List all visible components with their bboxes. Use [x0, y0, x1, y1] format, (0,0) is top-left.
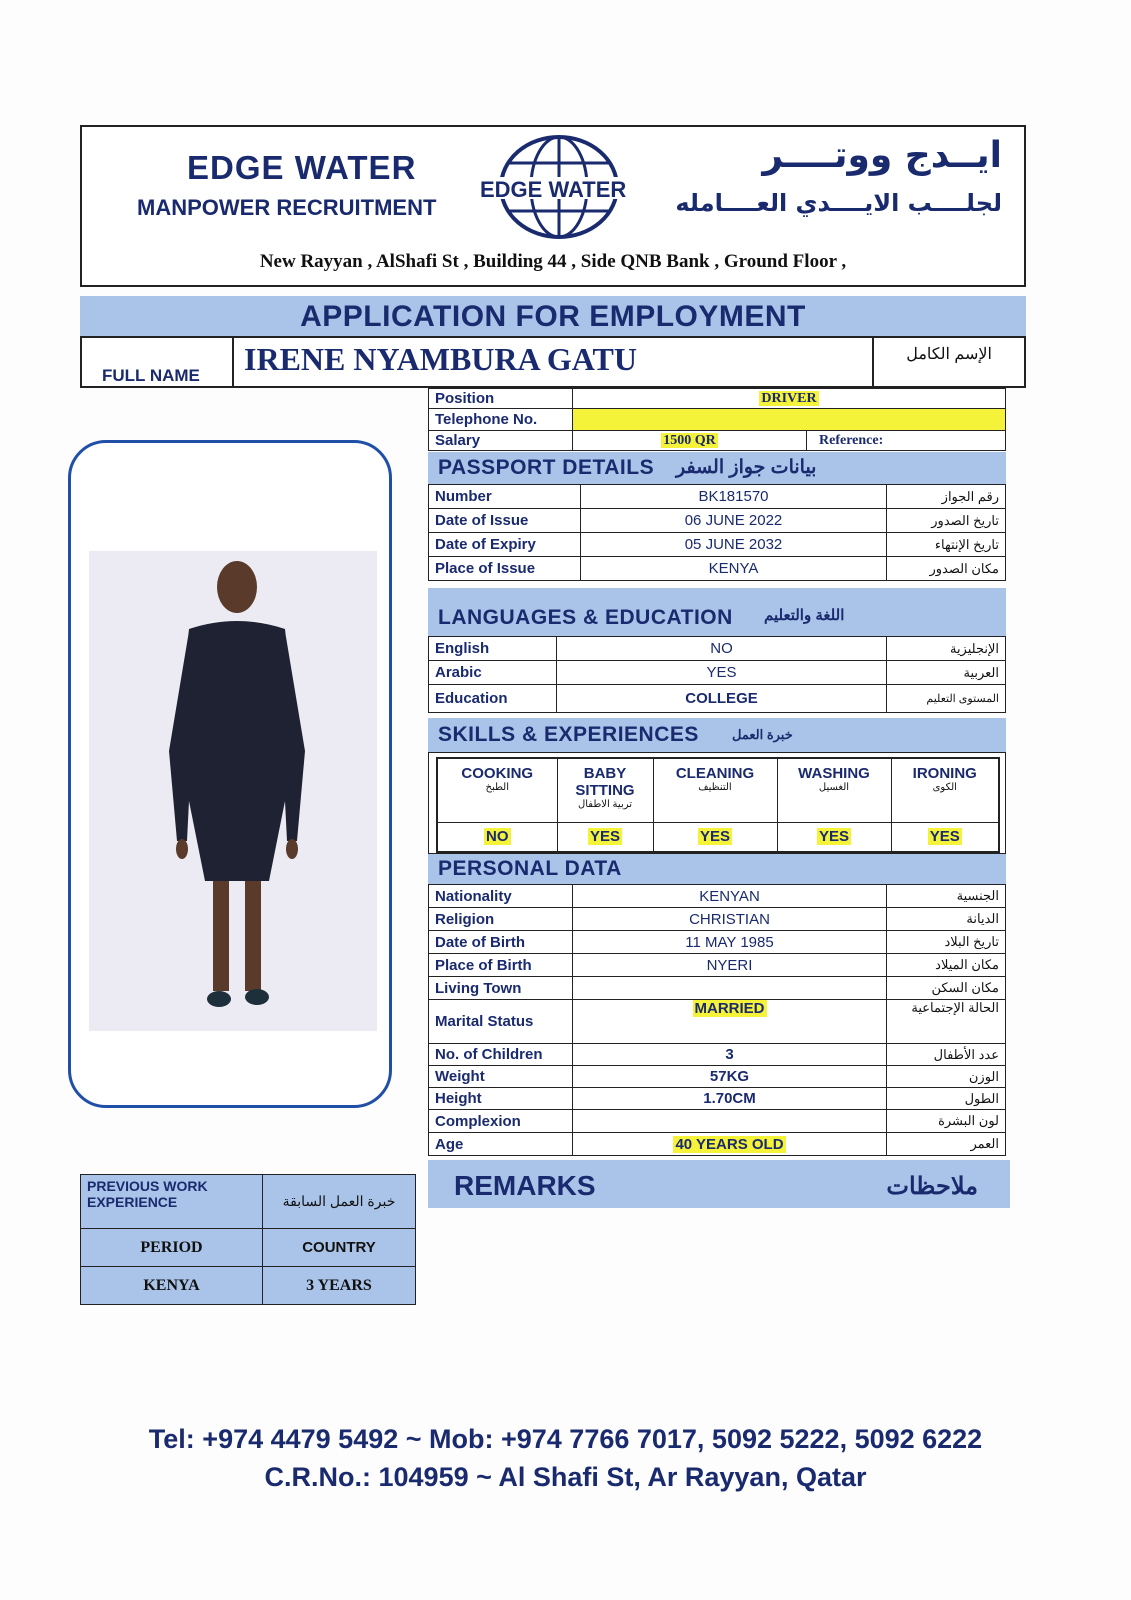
- table-row: [429, 885, 1006, 908]
- full-name-value: IRENE NYAMBURA GATU: [244, 341, 637, 377]
- skills-table: [436, 757, 1000, 853]
- issue-date-label: Date of Issue: [429, 509, 581, 533]
- skill-name-ar: الطبخ: [485, 782, 509, 793]
- dob-label-ar: تاريخ البلاد: [887, 931, 1006, 954]
- remarks-label: REMARKS: [454, 1170, 596, 1201]
- religion-value: CHRISTIAN: [573, 908, 887, 931]
- table-row: [429, 908, 1006, 931]
- table-row: [429, 685, 1006, 713]
- place-of-issue-label-ar: مكان الصدور: [887, 557, 1006, 581]
- full-name-label: FULL NAME: [102, 366, 200, 385]
- work-experience-title: PREVIOUS WORK EXPERIENCE: [81, 1175, 263, 1229]
- personal-title: PERSONAL DATA: [438, 857, 622, 880]
- issue-date-value: 06 JUNE 2022: [581, 509, 887, 533]
- table-row: [429, 1066, 1006, 1088]
- height-label-ar: الطول: [887, 1088, 1006, 1110]
- languages-title-ar: اللغة والتعليم: [764, 607, 845, 624]
- languages-table: [428, 636, 1006, 713]
- passport-title-ar: بيانات جواز السفر: [676, 457, 817, 478]
- form-title: APPLICATION FOR EMPLOYMENT: [300, 300, 806, 333]
- personal-header: [428, 854, 1006, 884]
- complexion-label-ar: لون البشرة: [887, 1110, 1006, 1133]
- skill-ironing: [891, 758, 999, 822]
- skill-name: IRONING: [912, 765, 977, 782]
- education-value: COLLEGE: [557, 685, 887, 713]
- passport-header: [428, 452, 1006, 484]
- full-name-label-ar: الإسم الكامل: [906, 346, 992, 363]
- skill-cooking: [437, 758, 557, 822]
- living-town-label: Living Town: [429, 977, 573, 1000]
- age-label: Age: [429, 1133, 573, 1156]
- work-row-col1: KENYA: [81, 1267, 263, 1305]
- marital-status-cell: [573, 1000, 887, 1044]
- place-of-birth-label: Place of Birth: [429, 954, 573, 977]
- remarks-bar: [428, 1160, 1010, 1208]
- skills-panel: [428, 752, 1006, 854]
- table-row: [429, 1133, 1006, 1156]
- complexion-value: [573, 1110, 887, 1133]
- applicant-photo: [89, 551, 377, 1031]
- age-label-ar: العمر: [887, 1133, 1006, 1156]
- issue-date-label-ar: تاريخ الصدور: [887, 509, 1006, 533]
- passport-number-label-ar: رقم الجواز: [887, 485, 1006, 509]
- dob-label: Date of Birth: [429, 931, 573, 954]
- company-subtitle-en: MANPOWER RECRUITMENT: [137, 195, 437, 220]
- age-value: 40 YEARS OLD: [675, 1135, 784, 1153]
- place-of-birth-value: NYERI: [573, 954, 887, 977]
- skill-name-ar: تربية الاطفال: [577, 799, 633, 810]
- company-address: New Rayyan , AlShafi St , Building 44 , Side QNB Bank , Ground Floor ,: [259, 251, 847, 272]
- passport-title: PASSPORT DETAILS: [438, 456, 655, 479]
- country-header: COUNTRY: [263, 1229, 416, 1267]
- applicant-figure-icon: [89, 551, 377, 1031]
- skill-name-ar: الغسيل: [818, 782, 850, 793]
- passport-table: [428, 484, 1006, 581]
- position-value: DRIVER: [761, 390, 817, 406]
- weight-value: 57KG: [573, 1066, 887, 1088]
- expiry-date-label: Date of Expiry: [429, 533, 581, 557]
- table-row: [429, 1000, 1006, 1044]
- job-table: [428, 388, 1006, 451]
- education-label-ar: المستوى التعليم: [887, 685, 1006, 713]
- table-row: [81, 1229, 416, 1267]
- table-row: [429, 533, 1006, 557]
- table-row: [429, 931, 1006, 954]
- weight-label-ar: الوزن: [887, 1066, 1006, 1088]
- table-row: [429, 485, 1006, 509]
- skill-washing: [777, 758, 891, 822]
- religion-label-ar: الديانة: [887, 908, 1006, 931]
- marital-status-label-ar: الحالة الإجتماعية: [887, 1000, 1006, 1044]
- company-subtitle-ar: لجلــــب الايــــدي العــــامله: [675, 189, 1002, 217]
- skills-header: [428, 718, 1006, 752]
- english-label-ar: الإنجليزية: [887, 637, 1006, 661]
- remarks-label-ar: ملاحظات: [886, 1173, 978, 1200]
- height-value: 1.70CM: [573, 1088, 887, 1110]
- nationality-value: KENYAN: [573, 885, 887, 908]
- table-row: [429, 557, 1006, 581]
- skill-name-ar: التنظيف: [698, 782, 732, 793]
- skill-ironing-value: YES: [891, 822, 999, 852]
- table-row: [429, 1044, 1006, 1066]
- place-of-issue-value: KENYA: [581, 557, 887, 581]
- footer-address: C.R.No.: 104959 ~ Al Shafi St, Ar Rayyan, Qatar: [264, 1462, 867, 1492]
- skill-baby-sitting-value: YES: [557, 822, 653, 852]
- reference-label: Reference:: [807, 431, 1006, 451]
- table-row: [429, 1110, 1006, 1133]
- living-town-value: [573, 977, 887, 1000]
- place-of-birth-label-ar: مكان الميلاد: [887, 954, 1006, 977]
- languages-title: LANGUAGES & EDUCATION: [438, 606, 733, 629]
- work-experience-title-ar: خبرة العمل السابقة: [263, 1175, 416, 1229]
- address-box: [80, 243, 1026, 287]
- dob-value: 11 MAY 1985: [573, 931, 887, 954]
- period-header: PERIOD: [81, 1229, 263, 1267]
- expiry-date-label-ar: تاريخ الإنتهاء: [887, 533, 1006, 557]
- work-experience-table: [80, 1174, 416, 1305]
- position-cell: [573, 389, 1006, 409]
- children-label: No. of Children: [429, 1044, 573, 1066]
- telephone-value: [573, 409, 1006, 431]
- skill-name: WASHING: [798, 765, 870, 782]
- living-town-label-ar: مكان السكن: [887, 977, 1006, 1000]
- english-label: English: [429, 637, 557, 661]
- skill-cleaning: [653, 758, 777, 822]
- skills-title: SKILLS & EXPERIENCES: [438, 723, 699, 746]
- marital-status-value: MARRIED: [694, 1000, 765, 1017]
- table-row: [437, 822, 999, 852]
- skill-cooking-value: NO: [437, 822, 557, 852]
- nationality-label: Nationality: [429, 885, 573, 908]
- education-label: Education: [429, 685, 557, 713]
- company-name-en: EDGE WATER: [187, 149, 417, 186]
- skill-name: BABY: [583, 765, 627, 782]
- footer-contacts: Tel: +974 4479 5492 ~ Mob: +974 7766 7017, 5092 5222, 5092 6222: [148, 1424, 983, 1454]
- skill-washing-value: YES: [777, 822, 891, 852]
- arabic-label: Arabic: [429, 661, 557, 685]
- weight-label: Weight: [429, 1066, 573, 1088]
- skill-name: COOKING: [461, 765, 534, 782]
- table-row: [429, 977, 1006, 1000]
- personal-table: [428, 884, 1006, 1156]
- table-row: [429, 637, 1006, 661]
- complexion-label: Complexion: [429, 1110, 573, 1133]
- salary-cell: [573, 431, 807, 451]
- table-row: [81, 1175, 416, 1229]
- marital-status-label: Marital Status: [429, 1000, 573, 1044]
- expiry-date-value: 05 JUNE 2032: [581, 533, 887, 557]
- religion-label: Religion: [429, 908, 573, 931]
- table-row: [81, 1267, 416, 1305]
- full-name-divider-right: [872, 338, 874, 388]
- table-row: [437, 758, 999, 822]
- skill-cleaning-value: YES: [653, 822, 777, 852]
- position-label: Position: [429, 389, 573, 409]
- passport-number-label: Number: [429, 485, 581, 509]
- skill-name-line2: SITTING: [575, 782, 635, 799]
- full-name-row: [80, 336, 1026, 388]
- salary-value: 1500 QR: [663, 432, 716, 448]
- nationality-label-ar: الجنسية: [887, 885, 1006, 908]
- age-cell: [573, 1133, 887, 1156]
- place-of-issue-label: Place of Issue: [429, 557, 581, 581]
- work-row-col2: 3 YEARS: [263, 1267, 416, 1305]
- skills-title-ar: خبرة العمل: [732, 727, 793, 742]
- table-row: [429, 954, 1006, 977]
- logo-text: EDGE WATER: [480, 177, 627, 202]
- skill-baby-sitting: [557, 758, 653, 822]
- photo-frame: [68, 440, 392, 1108]
- table-row: [429, 509, 1006, 533]
- full-name-divider: [232, 338, 234, 388]
- children-value: 3: [573, 1044, 887, 1066]
- height-label: Height: [429, 1088, 573, 1110]
- form-title-bar: [80, 296, 1026, 336]
- header-box: [80, 125, 1026, 245]
- company-name-ar: ايــدج ووتــــر: [762, 135, 1002, 176]
- skill-name: CLEANING: [675, 765, 755, 782]
- languages-header: [428, 588, 1006, 636]
- table-row: [429, 661, 1006, 685]
- salary-label: Salary: [429, 431, 573, 451]
- arabic-value: YES: [557, 661, 887, 685]
- children-label-ar: عدد الأطفال: [887, 1044, 1006, 1066]
- passport-number-value: BK181570: [581, 485, 887, 509]
- english-value: NO: [557, 637, 887, 661]
- telephone-label: Telephone No.: [429, 409, 573, 431]
- skill-name-ar: الكوى: [932, 782, 957, 793]
- arabic-label-ar: العربية: [887, 661, 1006, 685]
- table-row: [429, 1088, 1006, 1110]
